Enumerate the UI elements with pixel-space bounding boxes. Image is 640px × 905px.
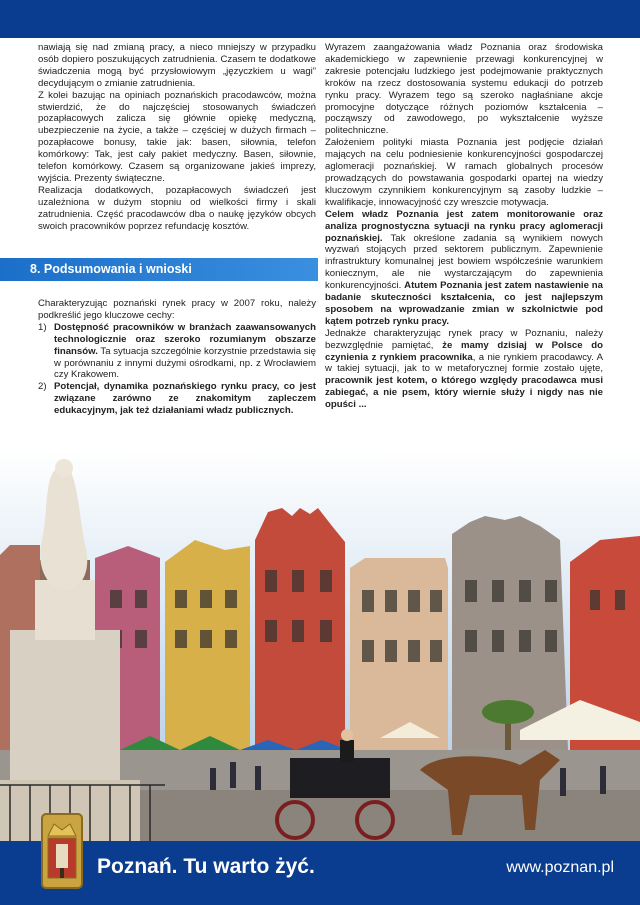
website-url: www.poznan.pl (506, 859, 614, 876)
bold-text: że mamy dzisiaj w Polsce do czynienia z rynkiem pracownika (325, 339, 603, 363)
paragraph: Z kolei bazując na opiniach poznańskich pracodawców, można stwierdzić, że do najczęściej stosowanych świadczeń pozapłacowych zalicza się głównie opiekę medyczną, ubezpieczenie na życie, a także – częściej w dużych firmach – pozapłacowe bonusy, takie jak: basen, siłownia, telefon komórkowy: Tak, jest cały pakiet medyczny. Basen, siłownie, telefon komórkowy. Czasem są organizowane jakieś imprezy, wyjścia. Prezenty świąteczne. (38, 89, 316, 184)
paragraph: Założeniem polityki miasta Poznania jest podjęcie działań mających na celu podniesienie konkurencyjności gospodarczej aglomeracji poznańskiej. W ramach globalnych procesów prowadzących do powstawania gospodarki opartej na wiedzy kluczowym czynnikiem konkurencyjnym są zasoby ludzkie – kwalifikacje, innowacyjność czy wreszcie motywacja. (325, 137, 603, 208)
top-color-bar (0, 0, 640, 38)
list-number: 2) (38, 381, 47, 393)
paragraph (325, 328, 603, 411)
section-heading-bar (0, 258, 318, 281)
paragraph: nawiają się nad zmianą pracy, a nieco mniejszy w przypadku osób dopiero poszukujących zatrudnienia. Czasem te dodatkowe świadczenia mogą być przysłowiowym „języczkiem u wagi” decydującym o zmianie zatrudnienia. (38, 42, 316, 89)
city-crest-icon (40, 812, 84, 890)
paragraph: Wyrazem zaangażowania władz Poznania oraz środowiska akademickiego w zapewnienie przewagi konkurencyjnej w zakresie potencjału ludzkiego jest podejmowanie praktycznych kroków na rzecz dostosowania systemu edukacji do potrzeb rynku pracy. Wyrazem tego są szeroko nagłaśniane akcje promocyjne dotyczące różnych poziomów kształcenia – począwszy od zawodowego, po wykształcenie wyższe politechniczne. (325, 42, 603, 137)
list-item-bold: Dostępność pracowników w branżach zaawansowanych technologicznie oraz szeroko rozumianym obszarze finansów. (54, 321, 316, 357)
bold-text: Celem władz Poznania jest zatem monitorowanie oraz analiza prognostyczna sytuacji na rynku pracy aglomeracji poznańskiej. (325, 208, 603, 244)
bold-text: Atutem Poznania jest zatem nastawienie na badanie skuteczności kształcenia, co jest najlepszym sposobem na wprowadzanie zmian w szkolnictwie pod kątem potrzeb rynku pracy. (325, 280, 603, 327)
old-market-square-photo (0, 450, 640, 841)
city-slogan: Poznań. Tu warto żyć. (97, 855, 315, 878)
list-item (38, 322, 316, 382)
list-item-text: Ta sytuacja szczególnie korzystnie przedstawia się w porównaniu z innymi dużymi ośrodkami, np. z Wrocławiem czy Krakowem. (54, 345, 316, 381)
list-number: 1) (38, 321, 47, 333)
bold-text: pracownik jest kotem, o którego względy pracodawca musi zabiegać, a nie psem, który wiernie służy i nigdy nas nie opuści ... (325, 375, 603, 411)
key-features-list (38, 322, 316, 417)
footer-bar (0, 841, 640, 905)
right-column-text (325, 42, 603, 411)
list-item-bold: Potencjał, dynamika poznańskiego rynku pracy, co jest związane zarówno ze znakomitym zapleczem edukacyjnym, jak też działaniami władz publicznych. (54, 381, 316, 417)
section-heading: 8. Podsumowania i wnioski (30, 262, 192, 276)
text: Jednakże charakteryzując rynek pracy w Poznaniu, należy bezwzględnie pamiętać, (325, 327, 603, 351)
paragraph (325, 209, 603, 328)
left-column-top-text (38, 42, 316, 233)
text: Tak określone zadania są wynikiem nowych wyzwań stojących przed sektorem publicznym. Zapewnienie infrastruktury komunalnej jest bowiem współcześnie warunkiem koniecznym, ale nie wystarczającym do zapewnienia konkurencyjności. (325, 232, 603, 292)
left-column-bottom-text (38, 298, 316, 417)
paragraph-intro: Charakteryzując poznański rynek pracy w 2007 roku, należy podkreślić jego kluczowe cechy: (38, 298, 316, 321)
list-item (38, 381, 316, 417)
paragraph: Realizacja dodatkowych, pozapłacowych świadczeń jest uzależniona w dużym stopniu od wielkości firmy i skali zatrudnienia. Część pracodawców dba o naukę języków obcych swoich pracowników poprzez refundację kosztów. (38, 184, 316, 232)
text: , a nie rynkiem pracodawcy. A w takiej sytuacji, jak to w metaforycznej formie zostało ujęte, (325, 351, 603, 375)
